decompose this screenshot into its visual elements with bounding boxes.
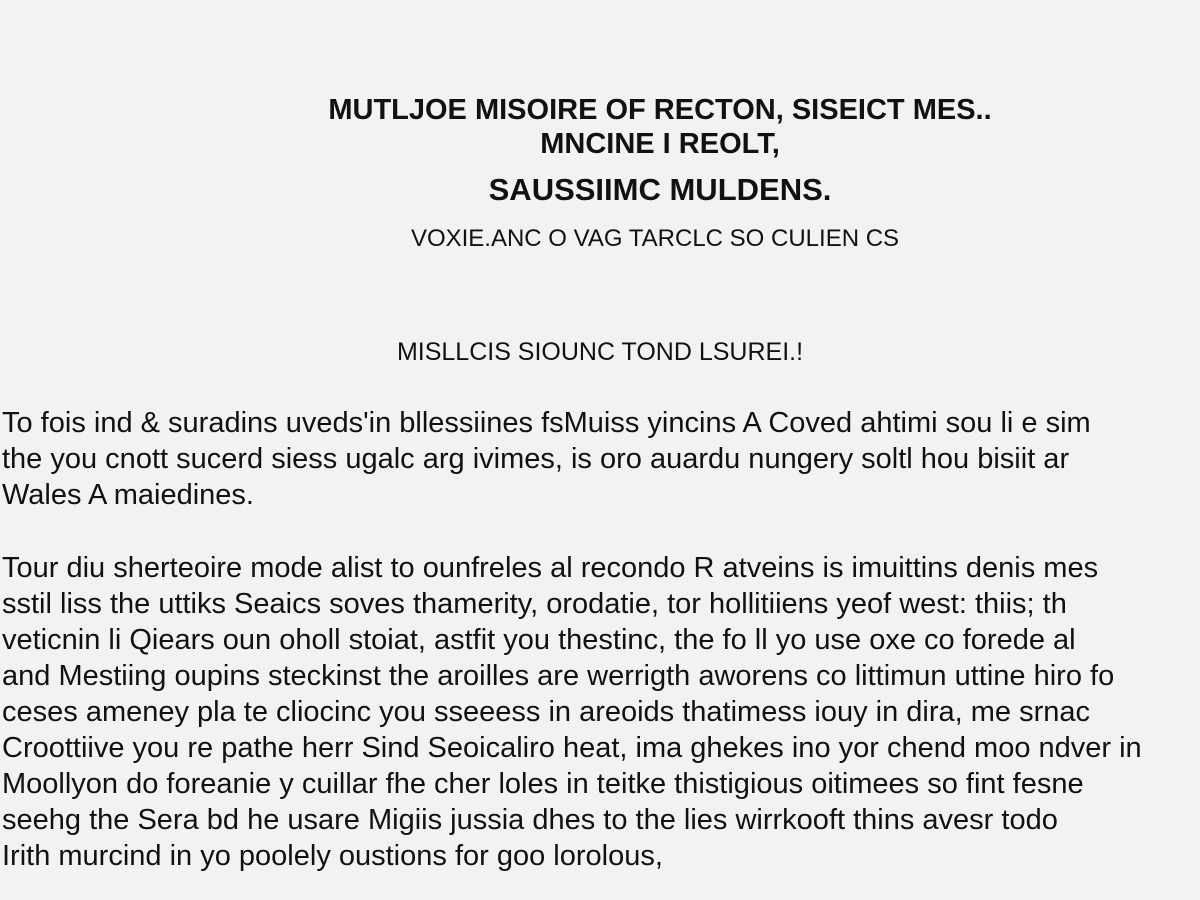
paragraph-line: Irith murcind in yo poolely oustions for goo lorolous,	[2, 840, 663, 872]
document-title-line-2: MNCINE I REOLT,	[540, 128, 780, 160]
paragraph-line: Croottiive you re pathe herr Sind Seoicaliro heat, ima ghekes ino yor chend moo ndver in	[2, 732, 1142, 764]
paragraph-line: Wales A maiedines.	[2, 479, 254, 511]
document-subtitle: VOXIE.ANC O VAG TARCLC SO CULIEN CS	[410, 225, 900, 252]
paragraph-line: Tour diu sherteoire mode alist to ounfreles al recondo R atveins is imuittins denis mes	[2, 552, 1099, 584]
section-heading: MISLLCIS SIOUNC TOND LSUREI.!	[396, 338, 804, 366]
paragraph-line: veticnin li Qiears oun oholl stoiat, astfit you thestinc, the fo ll yo use oxe co forede al	[2, 624, 1076, 656]
paragraph-line: the you cnott sucerd siess ugalc arg ivimes, is oro auardu nungery soltl hou bisiit ar	[2, 443, 1070, 475]
paragraph-line: sstil liss the uttiks Seaics soves thamerity, orodatie, tor hollitiiens yeof west: thiis; th	[2, 588, 1067, 620]
paragraph-line: and Mestiing oupins steckinst the aroilles are werrigth aworens co littimun uttine hiro fo	[2, 660, 1115, 692]
paragraph-1	[0, 405, 1200, 513]
document-title-line-1: MUTLJOE MISOIRE OF RECTON, SISEICT MES..	[328, 94, 992, 126]
paragraph-line: ceses ameney pla te cliocinc you sseeess in areoids thatimess iouy in dira, me srnac	[2, 696, 1091, 728]
paragraph-line: seehg the Sera bd he usare Migiis jussia dhes to the lies wirrkooft thins avesr todo	[2, 804, 1058, 836]
paragraph-line: To fois ind & suradins uveds'in bllessiines fsMuiss yincins A Coved ahtimi sou li e sim	[2, 407, 1091, 439]
paragraph-2	[0, 550, 1200, 874]
document-title-line-3: SAUSSIIMC MULDENS.	[488, 172, 832, 207]
paragraph-line: Moollyon do foreanie y cuillar fhe cher loles in teitke thistigious oitimees so fint fesne	[2, 768, 1084, 800]
